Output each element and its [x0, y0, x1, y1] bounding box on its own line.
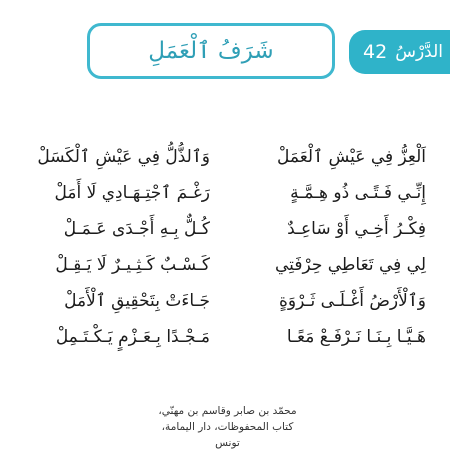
- verse-right-5: وَٱلْأَرْضُ أَغْـلَـى ثَـرْوَةٍ: [278, 291, 426, 311]
- verse-right-4: لِي فِي تَعَاطِي حِرْفَتِي: [275, 255, 426, 275]
- verse-left-6: مَـجْـدًا بِـعَـزْمٍ يَـكْـتَـمِلْ: [55, 327, 210, 347]
- lesson-badge: [349, 30, 450, 74]
- verse-left-1: وَٱلذُّلُّ فِي عَيْشِ ٱلْكَسَلْ: [37, 147, 210, 167]
- source-citation: [150, 403, 305, 451]
- verse-left-4: كَـسْـبٌ كَـثِـيـرٌ لَا يَـقِـلْ: [55, 255, 210, 275]
- title-box: [87, 23, 335, 79]
- page-title: شَرَفُ ٱلْعَمَلِ: [148, 38, 274, 64]
- verse-right-6: هَـيَّـا بِـنَـا نَـرْفَـعْ مَعًـا: [286, 327, 426, 347]
- lesson-number: 42: [363, 41, 388, 63]
- verse-left-5: جَـاءَتْ بِتَحْقِيقِ ٱلْأَمَلْ: [64, 291, 210, 311]
- source-authors: محمّد بن صابر وقاسم بن مهنّي،: [158, 405, 297, 417]
- verse-left-3: كُـلٌّ بِـهِ أَجْـدَى عَـمَـلْ: [63, 219, 210, 239]
- source-publication: كتاب المحفوظات، دار اليمامة، تونس: [161, 421, 294, 449]
- verse-right-1: اَلْعِزُّ فِي عَيْشِ ٱلْعَمَلْ: [277, 147, 426, 167]
- verse-left-2: رَغْـمَ ٱجْتِـهَـادِي لَا أَمَلْ: [54, 183, 210, 203]
- lesson-label: الدَّرْسُ: [395, 42, 443, 62]
- poem-left-column: [0, 139, 210, 355]
- verse-right-3: فِكْـرُ أَخِـي أَوْ سَاعِـدٌ: [287, 219, 426, 239]
- verse-right-2: إِنِّـي فَـتًـى ذُو هِـمَّـةٍ: [290, 183, 426, 203]
- poem-right-column: [275, 139, 426, 355]
